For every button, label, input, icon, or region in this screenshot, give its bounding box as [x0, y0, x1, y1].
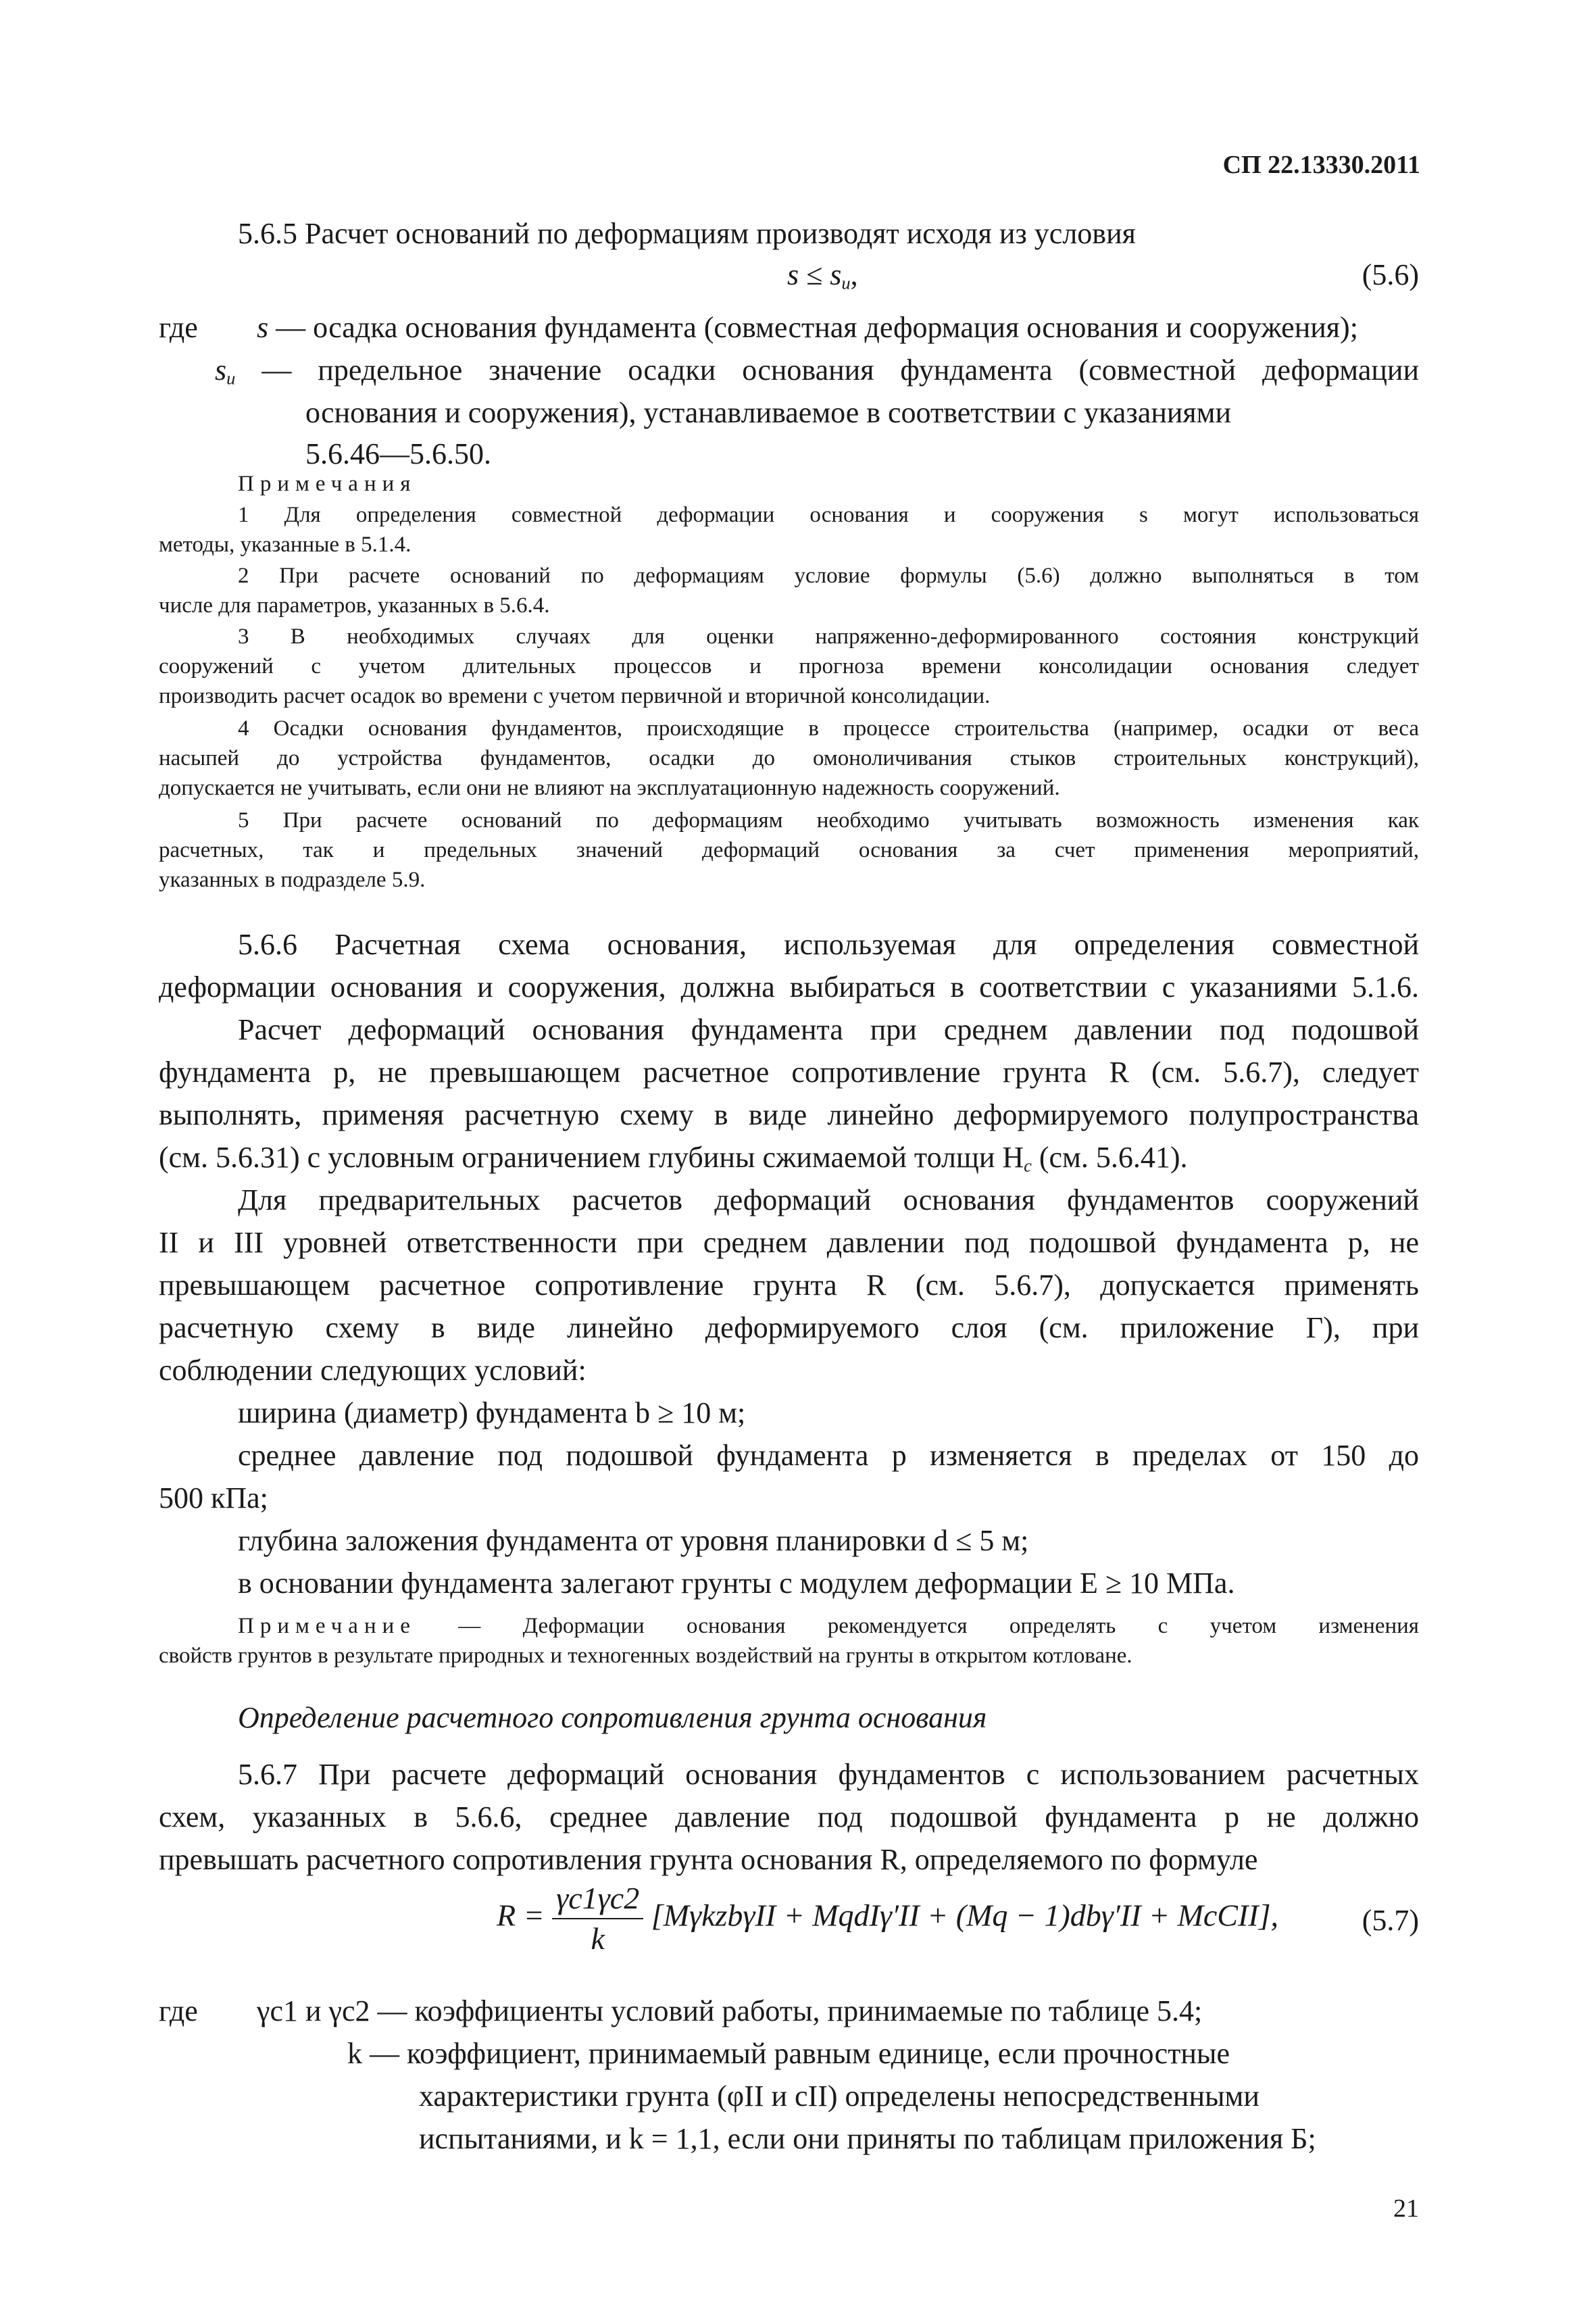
notes-title: Примечания	[238, 472, 417, 496]
section-5-6-6-p2-line1: Расчет деформаций основания фундамента при среднем давлении под подошвой	[238, 1013, 1419, 1046]
formula-number-5-6: (5.6)	[1362, 258, 1419, 291]
note-5-line1: 5 При расчете оснований по деформациям необходимо учитывать возможность изменения как	[238, 808, 1419, 833]
note-4-line3: допускается не учитывать, если они не влияют на эксплуатационную надежность сооружений.	[159, 776, 1060, 800]
condition-pressure-line2: 500 кПа;	[159, 1481, 268, 1515]
note-3-line1: 3 В необходимых случаях для оценки напряженно-деформированного состояния конструкций	[238, 624, 1419, 649]
subheading: Определение расчетного сопротивления грунта основания	[238, 1701, 987, 1734]
section-5-6-6-p3-line2: II и III уровней ответственности при среднем давлении под подошвой фундамента p, не	[159, 1226, 1419, 1259]
where-label: где	[159, 311, 198, 344]
note-deformation-line1: Примечание — Деформации основания рекомендуется определять с учетом изменения	[238, 1614, 1419, 1638]
note-3-line3: производить расчет осадок во времени с учетом первичной и вторичной консолидации.	[159, 684, 991, 708]
note-3-line2: сооружений с учетом длительных процессов и прогноза времени консолидации основания следует	[159, 654, 1419, 679]
condition-pressure-line1: среднее давление под подошвой фундамента p изменяется в пределах от 150 до	[238, 1439, 1419, 1472]
note-4-line1: 4 Осадки основания фундаментов, происходящие в процессе строительства (например, осадки от веса	[238, 716, 1419, 741]
formula-number-5-7: (5.7)	[1362, 1904, 1419, 1937]
document-code: СП 22.13330.2011	[1222, 151, 1420, 179]
section-5-6-7-line1: 5.6.7 При расчете деформаций основания фундаментов с использованием расчетных	[238, 1758, 1419, 1791]
definition-gamma: γc1 и γc2 — коэффициенты условий работы, принимаемые по таблице 5.4;	[257, 1994, 1203, 2027]
note-1-line2: методы, указанные в 5.1.4.	[159, 533, 412, 557]
note-5-line3: указанных в подразделе 5.9.	[159, 868, 426, 892]
note-deformation-line2: свойств грунтов в результате природных и техногенных воздействий на грунты в открытом котловане.	[159, 1644, 1132, 1668]
page-number: 21	[1393, 2194, 1419, 2223]
section-5-6-6-p3-line5: соблюдении следующих условий:	[159, 1354, 587, 1387]
definition-su-line3: 5.6.46—5.6.50.	[305, 437, 491, 470]
definition-k-line2: характеристики грунта (φII и cII) определены непосредственными	[419, 2079, 1260, 2113]
section-5-6-6-p1-line2: деформации основания и сооружения, должна выбираться в соответствии с указаниями 5.1.6.	[159, 970, 1419, 1004]
section-5-6-6-p3-line1: Для предварительных расчетов деформаций основания фундаментов сооружений	[238, 1183, 1419, 1216]
condition-modulus: в основании фундамента залегают грунты с модулем деформации E ≥ 10 МПа.	[238, 1567, 1235, 1600]
note-2-line1: 2 При расчете оснований по деформациям условие формулы (5.6) должно выполняться в том	[238, 564, 1419, 588]
definition-k-line1: k — коэффициент, принимаемый равным единице, если прочностные	[347, 2037, 1230, 2070]
note-1-line1: 1 Для определения совместной деформации основания и сооружения s могут использоваться	[238, 503, 1419, 527]
definition-s: s — осадка основания фундамента (совместная деформация основания и сооружения);	[257, 311, 1358, 344]
note-4-line2: насыпей до устройства фундаментов, осадки до омоноличивания стыков строительных конструкций),	[159, 746, 1419, 770]
section-5-6-6-p1-line1: 5.6.6 Расчетная схема основания, используемая для определения совместной	[238, 928, 1419, 961]
section-5-6-6-p2-line3: выполнять, применяя расчетную схему в виде линейно деформируемого полупространства	[159, 1098, 1419, 1131]
section-5-6-6-p3-line4: расчетную схему в виде линейно деформируемого слоя (см. приложение Г), при	[159, 1311, 1419, 1344]
section-5-6-5-intro: 5.6.5 Расчет оснований по деформациям производят исходя из условия	[238, 217, 1136, 250]
formula-5-6: $s \le s_u$,	[787, 258, 858, 293]
note-2-line2: числе для параметров, указанных в 5.6.4.	[159, 593, 550, 618]
where-label-2: где	[159, 1994, 198, 2027]
section-5-6-6-p2-line4: (см. 5.6.31) с условным ограничением глубины сжимаемой толщи $H_c$ (см. 5.6.41).	[159, 1141, 1188, 1176]
section-5-6-6-p3-line3: превышающем расчетное сопротивление грунта R (см. 5.6.7), допускается применять	[159, 1269, 1419, 1302]
definition-su-line2: основания и сооружения), устанавливаемое в соответствии с указаниями	[305, 396, 1232, 429]
section-5-6-6-p2-line2: фундамента p, не превышающем расчетное сопротивление грунта R (см. 5.6.7), следует	[159, 1056, 1419, 1089]
section-5-6-7-line2: схем, указанных в 5.6.6, среднее давление под подошвой фундамента p не должно	[159, 1800, 1419, 1833]
formula-fraction: $\frac{\gamma c1\gamma c2}{k}$	[552, 1879, 643, 1959]
formula-5-7: R = $\frac{\gamma c1\gamma c2}{k}$ [MγkzbγII + MqdIγ′II + (Mq − 1)dbγ′II + McCII],	[497, 1879, 1278, 1959]
section-5-6-7-line3: превышать расчетного сопротивления грунта основания R, определяемого по формуле	[159, 1843, 1258, 1876]
note-5-line2: расчетных, так и предельных значений деформаций основания за счет применения мероприятий,	[159, 838, 1419, 862]
definition-k-line3: испытаниями, и k = 1,1, если они приняты по таблицам приложения Б;	[419, 2122, 1316, 2155]
definition-su-line1: $s_u$ — предельное значение осадки основания фундамента (совместной деформации	[215, 353, 1420, 389]
condition-width: ширина (диаметр) фундамента b ≥ 10 м;	[238, 1396, 746, 1429]
condition-depth: глубина заложения фундамента от уровня планировки d ≤ 5 м;	[238, 1524, 1029, 1557]
